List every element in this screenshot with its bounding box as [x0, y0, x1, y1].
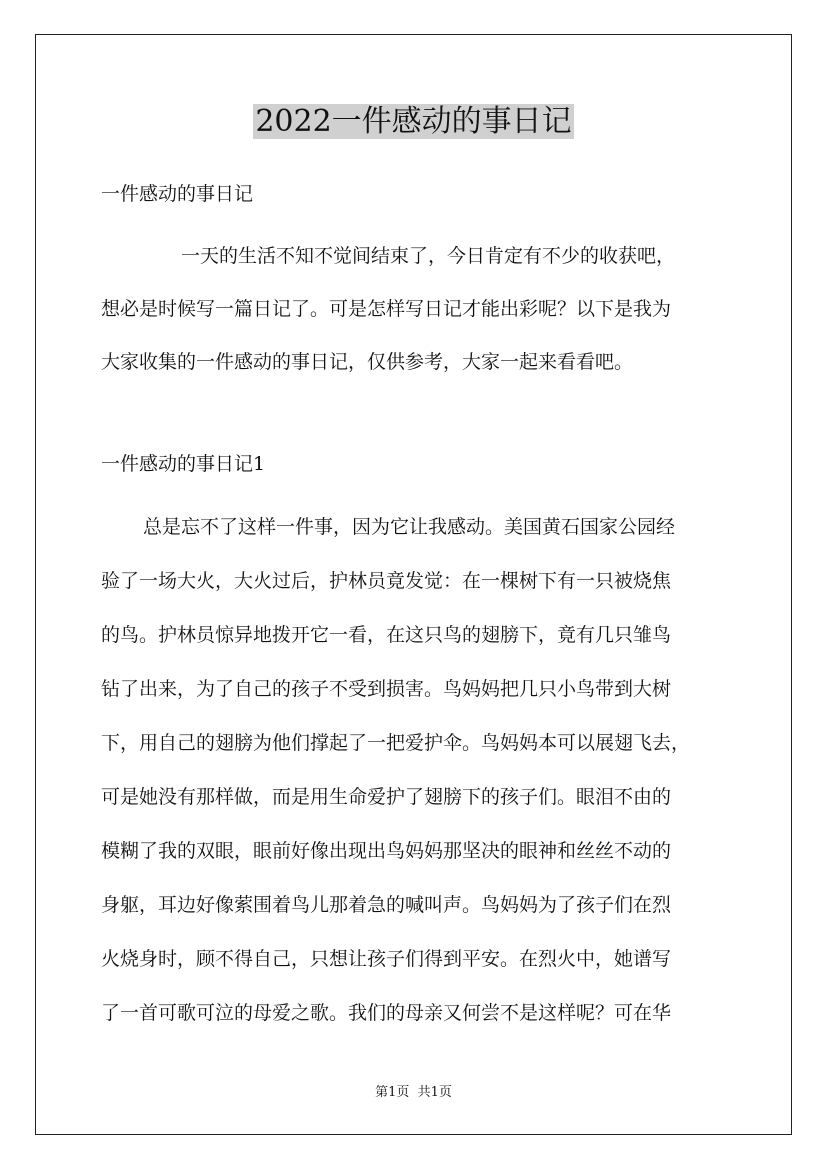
page-footer: 第1页 共1页 [375, 1085, 452, 1100]
story-line: 验了一场大火，大火过后，护林员竟发觉：在一棵树下有一只被烧焦 [101, 570, 672, 592]
story-line: 下，用自己的翅膀为他们撑起了一把爱护伞。鸟妈妈本可以展翅飞去， [101, 732, 691, 754]
story-line: 火烧身时，顾不得自己，只想让孩子们得到平安。在烈火中，她谱写 [101, 948, 672, 970]
story-line: 总是忘不了这样一件事，因为它让我感动。美国黄石国家公园经 [143, 516, 676, 538]
intro-line: 大家收集的一件感动的事日记，仅供参考，大家一起来看看吧。 [101, 351, 634, 373]
document-title [0, 100, 827, 144]
story-line: 了一首可歌可泣的母爱之歌。我们的母亲又何尝不是这样呢？可在华 [101, 1002, 672, 1024]
story-line: 身躯，耳边好像萦围着鸟儿那着急的喊叫声。鸟妈妈为了孩子们在烈 [101, 894, 672, 916]
intro-line: 一天的生活不知不觉间结束了，今日肯定有不少的收获吧， [181, 245, 676, 267]
story-line: 钻了出来，为了自己的孩子不受到损害。鸟妈妈把几只小鸟带到大树 [101, 678, 672, 700]
intro-line: 想必是时候写一篇日记了。可是怎样写日记才能出彩呢？以下是我为 [101, 298, 672, 320]
story-paragraph [101, 500, 741, 1040]
story-line: 模糊了我的双眼，眼前好像出现出鸟妈妈那坚决的眼神和丝丝不动的 [101, 840, 672, 862]
story-line: 的鸟。护林员惊异地拨开它一看，在这只鸟的翅膀下，竟有几只雏鸟 [101, 624, 672, 646]
document-title-text: 2022一件感动的事日记 [255, 104, 572, 139]
section-heading: 一件感动的事日记1 [101, 453, 266, 475]
story-line: 可是她没有那样做，而是用生命爱护了翅膀下的孩子们。眼泪不由的 [101, 786, 672, 808]
intro-paragraph [101, 230, 741, 389]
document-subtitle: 一件感动的事日记 [101, 183, 254, 205]
